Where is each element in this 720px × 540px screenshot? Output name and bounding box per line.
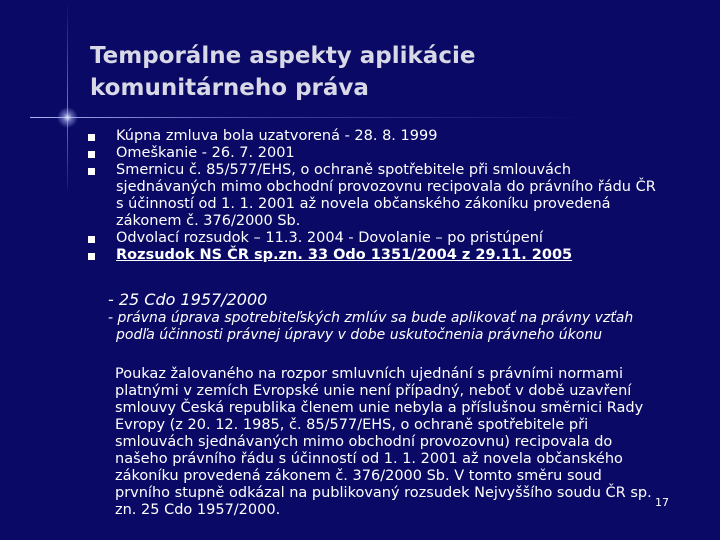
paragraph-line: prvního stupně odkázal na publikovaný rozsudek Nejvyššího soudu ČR sp. [115, 485, 652, 501]
square-bullet-icon [88, 253, 95, 260]
bullet-text: Odvolací rozsudok – 11.3. 2004 - Dovolanie – po pristúpení [116, 230, 543, 246]
bullet-text-line: s účinností od 1. 1. 2001 až novela občanského zákoníku provedená [116, 196, 611, 212]
square-bullet-icon [88, 236, 95, 243]
reference-line-2: podľa účinnosti právnej úpravy v dobe uskutočnenia právneho úkonu [116, 327, 603, 343]
bullet-text-line: Smernicu č. 85/577/EHS, o ochraně spotřebitele při smlouvách [116, 162, 572, 178]
paragraph-line: smlouvách sjednávaných mimo obchodní provozovnu) recipovala do [115, 434, 613, 450]
reference-case-number: - 25 Cdo 1957/2000 [108, 290, 268, 309]
reference-line-1: - právna úprava spotrebiteľských zmlúv sa bude aplikovať na právny vzťah [108, 310, 634, 326]
square-bullet-icon [88, 134, 95, 141]
bullet-item [88, 128, 708, 145]
bullet-text: Omeškanie - 26. 7. 2001 [116, 145, 295, 161]
reference-block [108, 290, 708, 344]
paragraph-line: Poukaz žalovaného na rozpor smluvních ujednání s právními normami [115, 366, 624, 382]
bullet-text-line: sjednávaných mimo obchodní provozovnu recipovala do právního řádu ČR [116, 179, 656, 195]
slide-title-line-2: komunitárneho práva [90, 75, 369, 101]
quoted-paragraph [115, 366, 710, 519]
paragraph-line: smlouvy Česká republika členem unie nebyla a příslušnou směrnici Rady [115, 400, 644, 416]
paragraph-line: našeho právního řádu s účinností od 1. 1. 2001 až novela občanského [115, 451, 623, 467]
bullet-item [88, 145, 708, 162]
paragraph-line: zn. 25 Cdo 1957/2000. [115, 502, 281, 518]
square-bullet-icon [88, 151, 95, 158]
bullet-item [88, 162, 708, 230]
page-number: 17 [655, 496, 669, 509]
decorative-sparkle-icon [57, 107, 78, 128]
bullet-item [88, 247, 708, 264]
bullet-text-court-ruling: Rozsudok NS ČR sp.zn. 33 Odo 1351/2004 z 29.11. 2005 [116, 247, 573, 263]
paragraph-line: zákoníku provedená zákonem č. 376/2000 Sb. V tomto směru soud [115, 468, 602, 484]
bullet-item [88, 230, 708, 247]
bullet-list [88, 128, 708, 264]
bullet-text-line: zákonem č. 376/2000 Sb. [116, 213, 301, 229]
paragraph-line: Evropy (z 20. 12. 1985, č. 85/577/EHS, o ochraně spotřebitele při [115, 417, 589, 433]
square-bullet-icon [88, 168, 95, 175]
decorative-vertical-line [67, 0, 68, 190]
decorative-horizontal-line [30, 117, 590, 118]
paragraph-line: platnými v zemích Evropské unie není případný, neboť v době uzavření [115, 383, 632, 399]
slide-title-line-1: Temporálne aspekty aplikácie [90, 43, 476, 69]
bullet-text: Kúpna zmluva bola uzatvorená - 28. 8. 1999 [116, 128, 438, 144]
slide-title [90, 40, 690, 104]
